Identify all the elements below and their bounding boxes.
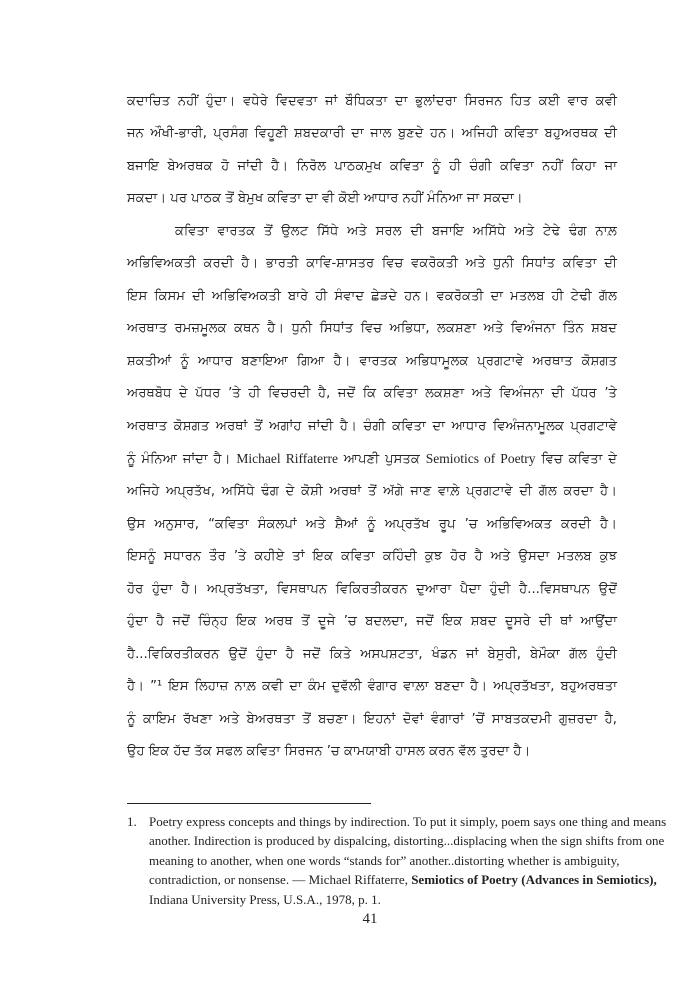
text-line: ਸ਼ਕਤੀਆਂ ਨੂੰ ਆਧਾਰ ਬਣਾਇਆ ਗਿਆ ਹੈ। ਵਾਰਤਕ ਅਭਿਧਾਮੂਲਕ ਪ੍ਰਗਟਾਵੇ ਅਰਥਾਤ ਕੋਸ਼ਗਤ xyxy=(127,353,617,369)
page-number: 41 xyxy=(362,911,378,927)
text-line: ਨੂੰ ਕਾਇਮ ਰੱਖਣਾ ਅਤੇ ਬੇਅਰਥਤਾ ਤੋਂ ਬਚਣਾ। ਇਹਨਾਂ ਦੋਵਾਂ ਵੰਗਾਰਾਂ ’ਚੋਂ ਸਾਬਤਕਦਮੀ ਗੁਜ਼ਰਦਾ ਹੈ, xyxy=(127,711,617,727)
text-line: ਹੋਰ ਹੁੰਦਾ ਹੈ। ਅਪ੍ਰਤੱਖਤਾ, ਵਿਸਥਾਪਨ ਵਿਕਿਰਤੀਕਰਨ ਦੁਆਰਾ ਪੈਦਾ ਹੁੰਦੀ ਹੈ...ਵਿਸਥਾਪਨ ਉਦੋਂ xyxy=(127,581,617,597)
author-name: Michael Riffaterre xyxy=(236,450,338,466)
footnote xyxy=(127,812,667,909)
text-segment: ਵਿਚ ਕਵਿਤਾ ਦੇ xyxy=(535,451,618,467)
body-text xyxy=(127,86,617,769)
book-title: Semiotics of Poetry xyxy=(425,450,536,466)
footnote-citation-title: Semiotics of Poetry (Advances in Semiotics), xyxy=(411,872,657,888)
footnote-line: Indiana University Press, U.S.A., 1978, p. 1. xyxy=(149,891,381,907)
text-line: ਹੁੰਦਾ ਹੈ ਜਦੋਂ ਚਿੰਨ੍ਹ ਇਕ ਅਰਥ ਤੋਂ ਦੂਜੇ ’ਚ ਬਦਲਦਾ, ਜਦੋਂ ਇਕ ਸ਼ਬਦ ਦੂਸਰੇ ਦੀ ਥਾਂ ਆਉਂਦਾ xyxy=(127,614,617,630)
footnote-number: 1. xyxy=(127,814,137,829)
footnote-text xyxy=(149,812,667,909)
text-segment: ਨੂੰ ਮੰਨਿਆ ਜਾਂਦਾ ਹੈ। xyxy=(127,451,237,467)
text-line: ਅਜਿਹੇ ਅਪ੍ਰਤੱਖ, ਅਸਿੱਧੇ ਢੰਗ ਦੇ ਕੋਸ਼ੀ ਅਰਥਾਂ ਤੋਂ ਅੱਗੇ ਜਾਣ ਵਾਲ਼ੇ ਪ੍ਰਗਟਾਵੇ ਦੀ ਗੱਲ ਕਰਦਾ ਹੈ। xyxy=(127,484,617,500)
text-line: ਕਦਾਚਿਤ ਨਹੀਂ ਹੁੰਦਾ। ਵਧੇਰੇ ਵਿਦਵਤਾ ਜਾਂ ਬੌਧਿਕਤਾ ਦਾ ਭੁਲਾਂਦਰਾ ਸਿਰਜਨ ਹਿਤ ਕਈ ਵਾਰ ਕਵੀ xyxy=(127,94,617,109)
footnote-line: another. Indirection is produced by dispalcing, distorting...displacing when the sign shifts from one xyxy=(149,833,665,849)
text-segment: ਆਪਣੀ ਪੁਸਤਕ xyxy=(337,451,426,467)
text-line: ਅਰਥਾਤ ਰਮਜ਼ਮੂਲਕ ਕਥਨ ਹੈ। ਧੁਨੀ ਸਿਧਾਂਤ ਵਿਚ ਅਭਿਧਾ, ਲਕਸ਼ਣਾ ਅਤੇ ਵਿਅੰਜਨਾ ਤਿੰਨ ਸ਼ਬਦ xyxy=(127,321,617,337)
text-line: ਹੈ। ”¹ ਇਸ ਲਿਹਾਜ਼ ਨਾਲ਼ ਕਵੀ ਦਾ ਕੰਮ ਦੁਵੱਲੀ ਵੰਗਾਰ ਵਾਲ਼ਾ ਬਣਦਾ ਹੈ। ਅਪ੍ਰਤੱਖਤਾ, ਬਹੁਅਰਥਤਾ xyxy=(127,679,617,695)
text-line: ਜਨ ਔਖੀ-ਭਾਰੀ, ਪ੍ਰਸੰਗ ਵਿਹੂਣੀ ਸ਼ਬਦਕਾਰੀ ਦਾ ਜਾਲ ਬੁਣਦੇ ਹਨ। ਅਜਿਹੀ ਕਵਿਤਾ ਬਹੁਅਰਥਕ ਦੀ xyxy=(127,126,617,142)
text-line: ਅਰਥਾਤ ਕੋਸ਼ਗਤ ਅਰਥਾਂ ਤੋਂ ਅਗਾਂਹ ਜਾਂਦੀ ਹੈ। ਚੰਗੀ ਕਵਿਤਾ ਦਾ ਆਧਾਰ ਵਿਅੰਜਨਾਮੂਲਕ ਪ੍ਰਗਟਾਵੇ xyxy=(127,418,617,434)
text-line: ਉਸ ਅਨੁਸਾਰ, “ਕਵਿਤਾ ਸੰਕਲਪਾਂ ਅਤੇ ਸ਼ੈਆਂ ਨੂੰ ਅਪ੍ਰਤੱਖ ਰੂਪ ’ਚ ਅਭਿਵਿਅਕਤ ਕਰਦੀ ਹੈ। xyxy=(127,516,617,532)
text-line: ਇਸਨੂੰ ਸਧਾਰਨ ਤੌਰ ’ਤੇ ਕਹੀਏ ਤਾਂ ਇਕ ਕਵਿਤਾ ਕਹਿੰਦੀ ਕੁਝ ਹੋਰ ਹੈ ਅਤੇ ਉਸਦਾ ਮਤਲਬ ਕੁਝ xyxy=(127,549,617,565)
text-line: ਇਸ ਕਿਸਮ ਦੀ ਅਭਿਵਿਅਕਤੀ ਬਾਰੇ ਹੀ ਸੰਵਾਦ ਛੇੜਦੇ ਹਨ। ਵਕਰੋਕਤੀ ਦਾ ਮਤਲਬ ਹੀ ਟੇਢੀ ਗੱਲ xyxy=(127,288,617,304)
footnote-line: meaning to another, when one words “stands for” another..distorting whether is ambiguity, xyxy=(149,852,620,868)
footnote-line xyxy=(149,870,657,889)
text-line: ਬਜਾਇ ਬੇਅਰਥਕ ਹੋ ਜਾਂਦੀ ਹੈ। ਨਿਰੋਲ ਪਾਠਕਮੁਖ ਕਵਿਤਾ ਨੂੰ ਹੀ ਚੰਗੀ ਕਵਿਤਾ ਨਹੀਂ ਕਿਹਾ ਜਾ xyxy=(127,158,617,174)
text-line: ਅਰਥਬੋਧ ਦੇ ਪੱਧਰ ’ਤੇ ਹੀ ਵਿਚਰਦੀ ਹੈ, ਜਦੋਂ ਕਿ ਕਵਿਤਾ ਲਕਸ਼ਣਾ ਅਤੇ ਵਿਅੰਜਨਾ ਦੀ ਪੱਧਰ ’ਤੇ xyxy=(127,386,617,402)
footnote-line: Poetry express concepts and things by indirection. To put it simply, poem says one thing and means xyxy=(149,814,667,829)
text-line-mixed xyxy=(127,443,617,476)
footnote-citation-author: contradiction, or nonsense. — Michael Riffaterre, xyxy=(149,872,412,888)
text-line: ਹੈ...ਵਿਕਿਰਤੀਕਰਨ ਉਦੋਂ ਹੁੰਦਾ ਹੈ ਜਦੋਂ ਕਿਤੇ ਅਸਪਸ਼ਟਤਾ, ਖੰਡਨ ਜਾਂ ਬੇਸੁਰੀ, ਬੇਮੌਕਾ ਗੱਲ ਹੁੰਦੀ xyxy=(127,646,617,662)
footnote-separator xyxy=(127,803,371,804)
text-line: ਸਕਦਾ। ਪਰ ਪਾਠਕ ਤੋਂ ਬੇਮੁਖ ਕਵਿਤਾ ਦਾ ਵੀ ਕੋਈ ਆਧਾਰ ਨਹੀਂ ਮੰਨਿਆ ਜਾ ਸਕਦਾ। xyxy=(127,191,523,207)
text-line: ਉਹ ਇਕ ਹੱਦ ਤੱਕ ਸਫਲ ਕਵਿਤਾ ਸਿਰਜਨ ’ਚ ਕਾਮਯਾਬੀ ਹਾਸਲ ਕਰਨ ਵੱਲ ਤੁਰਦਾ ਹੈ। xyxy=(127,744,531,760)
text-line: ਅਭਿਵਿਅਕਤੀ ਕਰਦੀ ਹੈ। ਭਾਰਤੀ ਕਾਵਿ-ਸ਼ਾਸਤਰ ਵਿਚ ਵਕਰੋਕਤੀ ਅਤੇ ਧੁਨੀ ਸਿਧਾਂਤ ਕਵਿਤਾ ਦੀ xyxy=(127,256,617,272)
text-line: ਕਵਿਤਾ ਵਾਰਤਕ ਤੋਂ ਉਲਟ ਸਿੱਧੇ ਅਤੇ ਸਰਲ ਦੀ ਬਜਾਇ ਅਸਿੱਧੇ ਅਤੇ ਟੇਢੇ ਢੰਗ ਨਾਲ਼ xyxy=(175,223,617,239)
